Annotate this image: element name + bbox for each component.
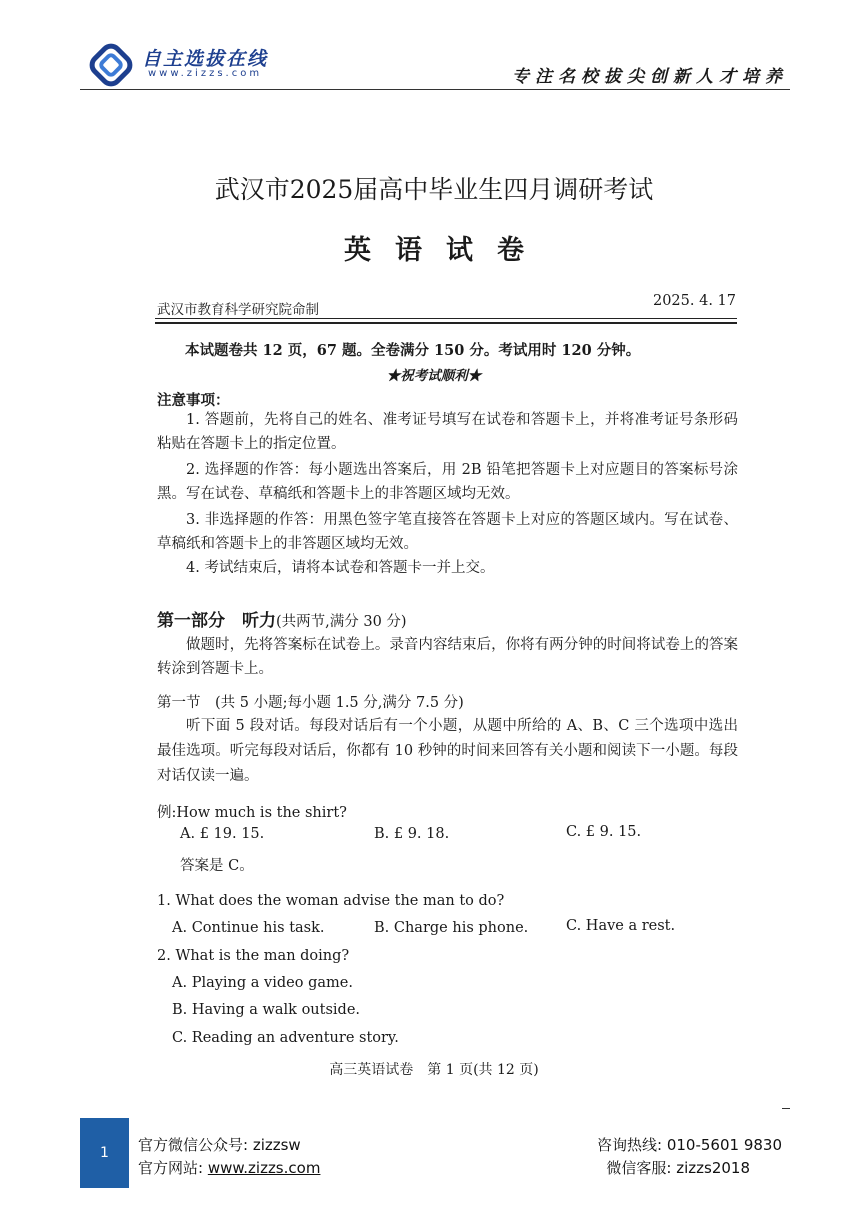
website-link[interactable]: www.zizzs.com [207,1159,321,1177]
q2-option-b: B. Having a walk outside. [172,1002,361,1018]
footer-mark [782,1108,790,1109]
title-rule-thin [155,318,737,319]
wechat-account: 官方微信公众号: zizzsw [138,1136,301,1154]
issuer: 武汉市教育科学研究院命制 [157,302,319,318]
website-label: 官方网站: [138,1159,208,1177]
example-answer: 答案是 C。 [180,858,254,874]
subject-title: 英语试卷 [344,235,548,266]
example-option-c: C. £ 9. 15. [566,824,642,840]
part-title-sub: (共两节,满分 30 分) [276,614,407,630]
example-question: 例:How much is the shirt? [157,805,347,821]
page-number: 1 [100,1145,109,1161]
notice-item: 1. 答题前，先将自己的姓名、准考证号填写在试卷和答题卡上，并将准考证号条形码粘贴在答题卡上的指定位置。 [157,412,738,452]
page-number-badge [80,1118,129,1188]
question-1: 1. What does the woman advise the man to do? [157,893,505,909]
title-rule-thick [155,322,737,324]
q1-option-c: C. Have a rest. [566,918,676,934]
q1-option-b: B. Charge his phone. [374,920,529,936]
q2-option-a: A. Playing a video game. [172,975,353,991]
exam-title: 武汉市2025届高中毕业生四月调研考试 [214,175,654,204]
notice-heading: 注意事项： [157,392,230,409]
brand-name: 自主选拔在线 [142,48,269,70]
page-footer: 高三英语试卷 第 1 页(共 12 页) [329,1062,539,1078]
part-title-main: 第一部分 听力 [157,611,276,631]
hotline: 咨询热线: 010-5601 9830 [597,1136,782,1154]
example-option-b: B. £ 9. 18. [374,826,450,842]
brand-url: www.zizzs.com [148,68,263,79]
exam-date: 2025. 4. 17 [652,293,736,309]
wechat-service: 微信客服: zizzs2018 [606,1159,750,1177]
exam-wish: ★祝考试顺利★ [386,368,482,384]
question-2: 2. What is the man doing? [157,948,350,964]
website-line [138,1157,320,1178]
section-intro: 听下面 5 段对话。每段对话后有一个小题，从题中所给的 A、B、C 三个选项中选出最佳选项。听完每段对话后，你都有 10 秒钟的时间来回答有关小题和阅读下一小题。每段对话仅读一遍。 [157,718,738,784]
part-intro: 做题时，先将答案标在试卷上。录音内容结束后，你将有两分钟的时间将试卷上的答案转涂到答题卡上。 [157,637,738,677]
header-divider [80,89,790,90]
part-title [157,606,407,631]
example-option-a: A. £ 19. 15. [180,826,265,842]
slogan: 专注名校拔尖创新人才培养 [512,67,788,87]
notice-item: 2. 选择题的作答：每小题选出答案后，用 2B 铅笔把答题卡上对应题目的答案标号涂黑。写在试卷、草稿纸和答题卡上的非答题区域均无效。 [157,462,738,502]
q1-option-a: A. Continue his task. [172,920,325,936]
logo-icon [86,40,136,90]
notice-item: 4. 考试结束后，请将本试卷和答题卡一并上交。 [186,560,495,576]
q2-option-c: C. Reading an adventure story. [172,1030,399,1046]
exam-meta: 本试题卷共 12 页，67 题。全卷满分 150 分。考试用时 120 分钟。 [185,342,641,359]
section-title: 第一节 (共 5 小题;每小题 1.5 分,满分 7.5 分) [157,695,464,711]
notice-item: 3. 非选择题的作答：用黑色签字笔直接答在答题卡上对应的答题区域内。写在试卷、草稿纸和答题卡上的非答题区域均无效。 [157,512,738,552]
